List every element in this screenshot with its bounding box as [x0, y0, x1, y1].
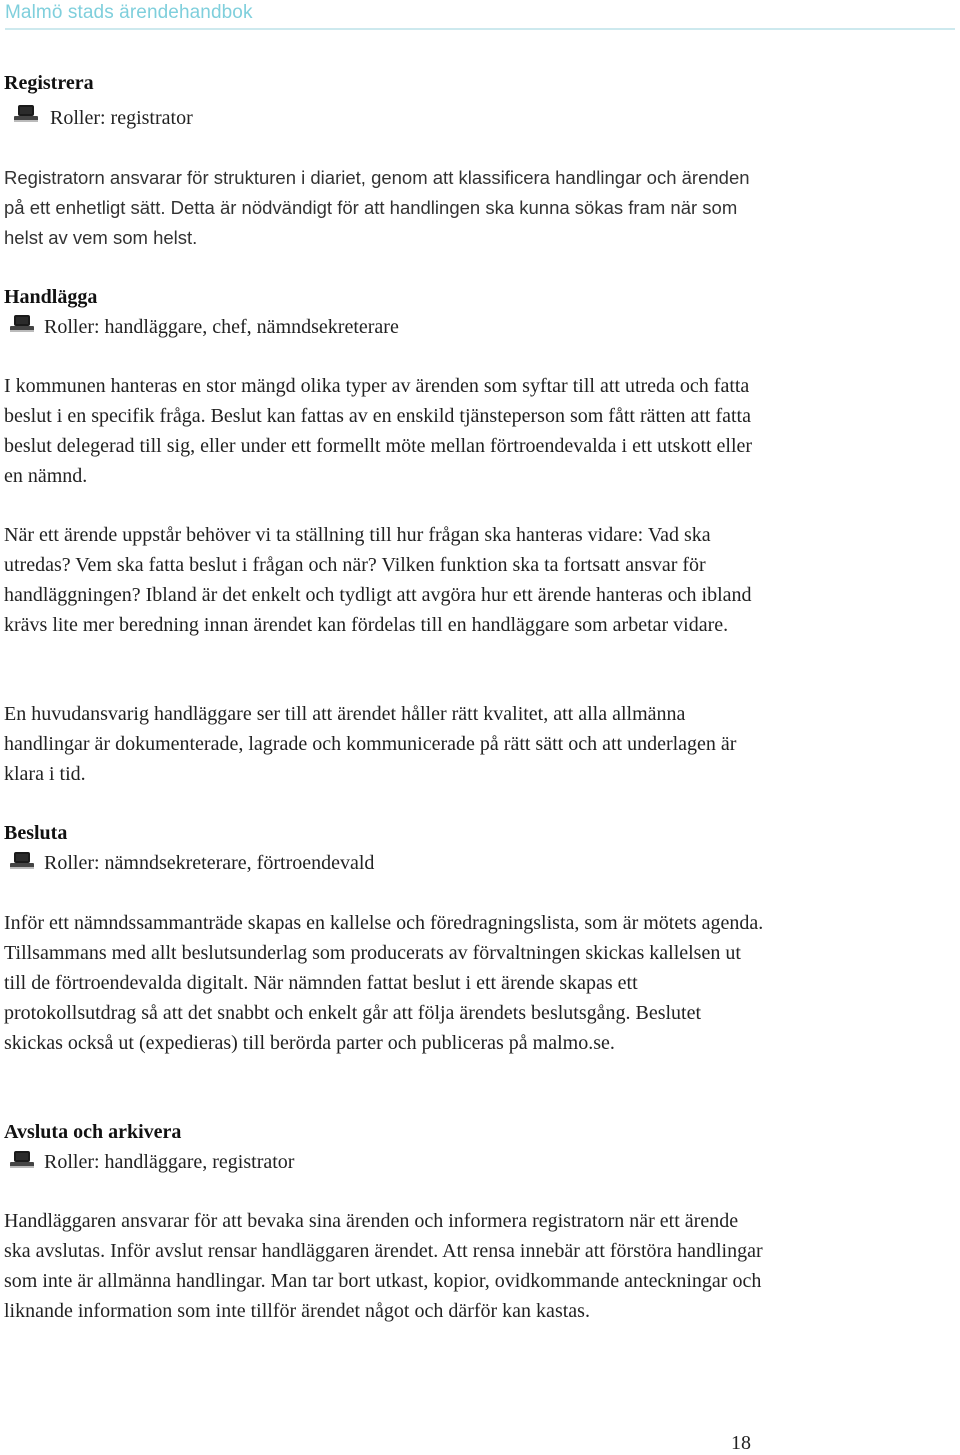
roles-besluta: Roller: nämndsekreterare, förtroendevald	[44, 852, 375, 874]
page-number: 18	[731, 1432, 751, 1454]
role-icon	[13, 104, 39, 124]
section-title-handlagga: Handlägga	[4, 286, 98, 308]
header-divider	[5, 28, 955, 30]
role-icon	[9, 1150, 35, 1170]
roles-handlagga: Roller: handläggare, chef, nämndsekreterare	[44, 316, 399, 338]
paragraph: I kommunen hanteras en stor mängd olika typer av ärenden som syftar till att utreda och fatta beslut i en specifik fråga. Beslut kan fattas av en enskild tjänsteperson som fått rätten att fatta beslut delegerad till sig, eller under ett formellt möte mellan förtroendevalda i ett utskott eller en nämnd.	[4, 375, 753, 487]
role-icon	[9, 314, 35, 334]
section-title-avsluta: Avsluta och arkivera	[4, 1121, 182, 1143]
paragraph: Handläggaren ansvarar för att bevaka sina ärenden och informera registratorn när ett ärende ska avslutas. Inför avslut rensar handläggaren ärendet. Att rensa innebär att förstöra handlingar som inte är allmänna handlingar. Man tar bort utkast, kopior, ovidkommande anteckningar och liknande information som inte tillför ärendet något och därför kan kastas.	[4, 1210, 763, 1322]
paragraph: Inför ett nämndssammanträde skapas en kallelse och föredragningslista, som är mötets agenda. Tillsammans med allt beslutsunderlag som producerats av förvaltningen skickas kallelsen ut till de förtroendevalda digitalt. När nämnden fattat beslut i ett ärende skapas ett protokollsutdrag så att det snabbt och enkelt går att följa ärendets beslutsgång. Beslutet skickas också ut (expedieras) till berörda parter och publiceras på malmo.se.	[4, 912, 764, 1054]
role-icon	[9, 851, 35, 871]
section-title-registrera: Registrera	[4, 72, 94, 94]
running-header: Malmö stads ärendehandbok	[5, 2, 253, 23]
paragraph: En huvudansvarig handläggare ser till att ärendet håller rätt kvalitet, att alla allmänna handlingar är dokumenterade, lagrade och kommunicerade på rätt sätt och att underlagen är klara i tid.	[4, 703, 737, 785]
paragraph: Registratorn ansvarar för strukturen i diariet, genom att klassificera handlingar och ärenden på ett enhetligt sätt. Detta är nödvändigt för att handlingen ska kunna sökas fram när som helst av vem som helst.	[4, 167, 750, 248]
paragraph: När ett ärende uppstår behöver vi ta ställning till hur frågan ska hanteras vidare: Vad ska utredas? Vem ska fatta beslut i frågan och när? Vilken funktion ska ta fortsatt ansvar för handläggningen? Ibland är det enkelt och tydligt att avgöra hur ett ärende hanteras och ibland krävs lite mer beredning innan ärendet kan fördelas till en handläggare som arbetar vidare.	[4, 524, 752, 636]
roles-avsluta: Roller: handläggare, registrator	[44, 1151, 295, 1173]
roles-registrera: Roller: registrator	[50, 107, 193, 129]
section-title-besluta: Besluta	[4, 822, 68, 844]
